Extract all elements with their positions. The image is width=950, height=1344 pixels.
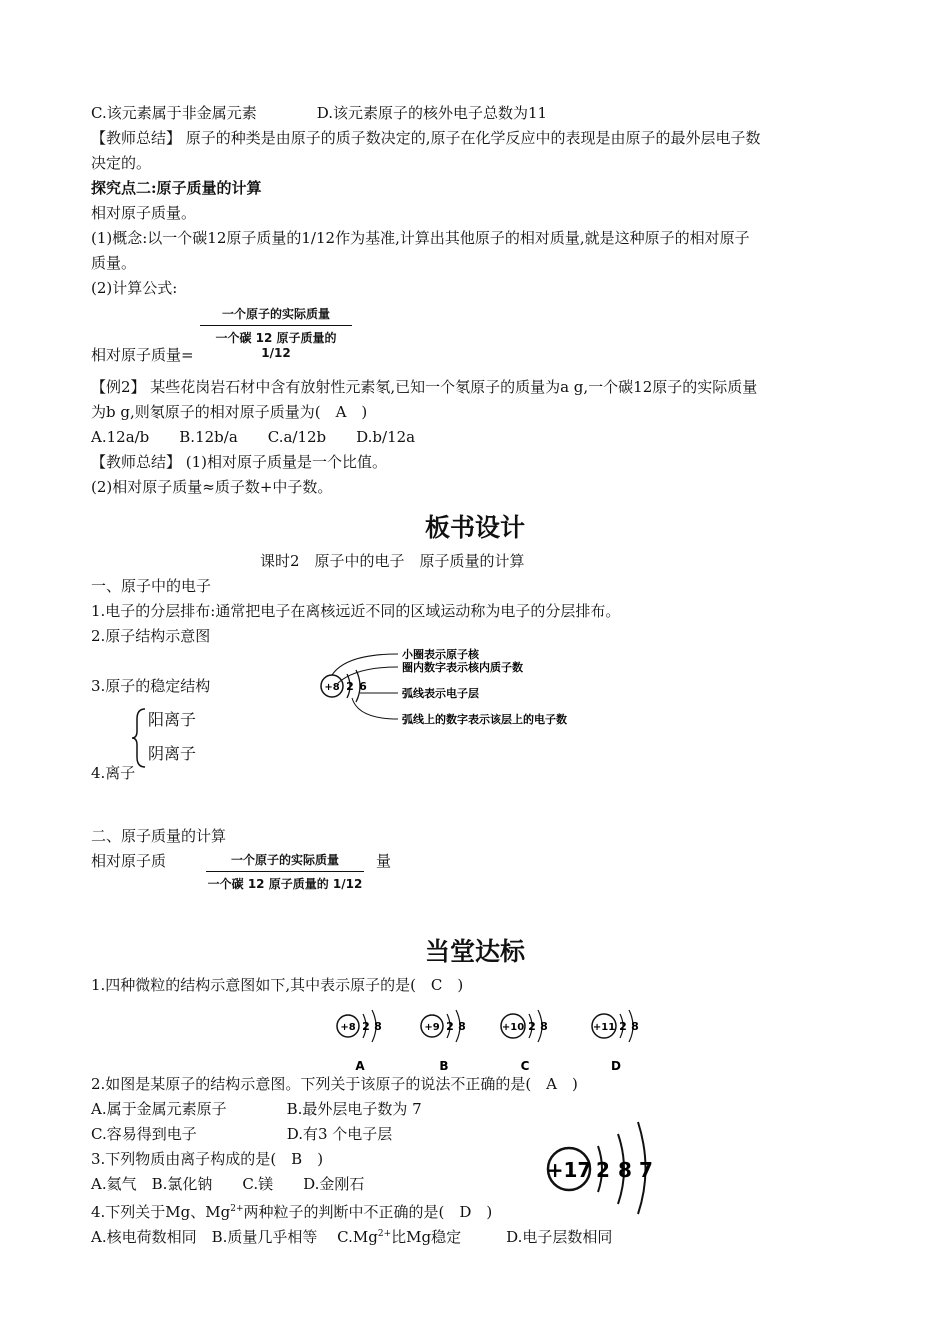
atom-17-nucleus: +17 bbox=[546, 1158, 592, 1182]
question-2-options-cd: C.容易得到电子 D.有3 个电子层 bbox=[91, 1125, 393, 1143]
svg-text:2: 2 bbox=[446, 1020, 454, 1033]
atom-17-diagram bbox=[540, 1118, 670, 1218]
option-c-d: C.该元素属于非金属元素 D.该元素原子的核外电子总数为11 bbox=[91, 104, 548, 122]
ion-anion: 阴离子 bbox=[148, 744, 197, 763]
board-layer-distribution: 1.电子的分层排布:通常把电子在离核远近不同的区域运动称为电子的分层排布。 bbox=[91, 602, 621, 620]
label-shell: 弧线表示电子层 bbox=[402, 687, 479, 700]
heading-practice: 当堂达标 bbox=[424, 937, 525, 966]
atom-17-shell1: 2 bbox=[596, 1158, 610, 1182]
board-section-2: 二、原子质量的计算 bbox=[91, 827, 227, 845]
board-structure-diagram: 2.原子结构示意图 bbox=[91, 627, 211, 645]
question-3-options: A.氦气 B.氯化钠 C.镁 D.金刚石 bbox=[91, 1175, 365, 1193]
particle-diagrams bbox=[330, 1004, 660, 1074]
formula-numerator: 一个原子的实际质量 bbox=[200, 305, 352, 326]
svg-text:8: 8 bbox=[458, 1020, 466, 1033]
question-2-options-ab: A.属于金属元素原子 B.最外层电子数为 7 bbox=[91, 1100, 422, 1118]
board-ions: 4.离子 bbox=[91, 764, 136, 782]
shell1-electrons: 2 bbox=[346, 680, 354, 693]
label-protons: 圈内数字表示核内质子数 bbox=[402, 661, 523, 674]
concept-line-cont: 质量。 bbox=[91, 254, 137, 272]
particle-c-label: C bbox=[520, 1059, 530, 1073]
label-shell-electrons: 弧线上的数字表示该层上的电子数 bbox=[402, 713, 567, 726]
particle-d bbox=[592, 1010, 639, 1073]
question-3: 3.下列物质由离子构成的是( B ) bbox=[91, 1150, 324, 1168]
particle-d-nucleus: +11 bbox=[592, 1022, 616, 1033]
formula2-denominator: 一个碳 12 原子质量的 1/12 bbox=[207, 877, 363, 891]
ion-cation: 阳离子 bbox=[148, 710, 197, 729]
formula-fraction-1 bbox=[200, 305, 352, 360]
particle-c bbox=[501, 1010, 548, 1073]
particle-b bbox=[421, 1010, 466, 1073]
atom-17-shell3: 7 bbox=[639, 1158, 653, 1182]
svg-text:8: 8 bbox=[540, 1020, 548, 1033]
relative-mass-title: 相对原子质量。 bbox=[91, 204, 197, 222]
question-2: 2.如图是某原子的结构示意图。下列关于该原子的说法不正确的是( A ) bbox=[91, 1075, 578, 1093]
lesson-subtitle: 课时2 原子中的电子 原子质量的计算 bbox=[260, 552, 525, 570]
question-4-options: A.核电荷数相同 B.质量几乎相等 $C.Mg^{2+}$比Mg稳定 D.电子层数相同 bbox=[91, 1228, 613, 1246]
nucleus-charge: +8 bbox=[324, 682, 340, 693]
formula-fraction-2 bbox=[206, 851, 364, 892]
label-nucleus: 小圈表示原子核 bbox=[402, 648, 479, 661]
particle-a-nucleus: +8 bbox=[340, 1022, 356, 1033]
particle-c-nucleus: +10 bbox=[501, 1022, 525, 1033]
atom-17-shell2: 8 bbox=[618, 1158, 632, 1182]
particle-a-label: A bbox=[355, 1059, 365, 1073]
example-2-cont: 为b g,则氡原子的相对原子质量为( A ) bbox=[91, 403, 368, 421]
teacher-summary-1: 【教师总结】 原子的种类是由原子的质子数决定的,原子在化学反应中的表现是由原子的最外层电子数 bbox=[91, 129, 761, 147]
svg-text:2: 2 bbox=[619, 1020, 627, 1033]
board-stable-structure: 3.原子的稳定结构 bbox=[91, 677, 211, 695]
example-2: 【例2】 某些花岗岩石材中含有放射性元素氡,已知一个氡原子的质量为a g,一个碳12原子的实际质量 bbox=[91, 378, 758, 396]
question-1: 1.四种微粒的结构示意图如下,其中表示原子的是( C ) bbox=[91, 976, 464, 994]
heading-board-design: 板书设计 bbox=[424, 513, 525, 542]
section-heading-2: 探究点二:原子质量的计算 bbox=[91, 179, 262, 197]
svg-text:2: 2 bbox=[362, 1020, 370, 1033]
formula-denominator: 一个碳 12 原子质量的 1/12 bbox=[215, 331, 337, 360]
example-2-options: A.12a/b B.12b/a C.a/12b D.b/12a bbox=[91, 428, 416, 446]
teacher-summary-2: 【教师总结】 (1)相对原子质量是一个比值。 bbox=[91, 453, 388, 471]
formula-label: (2)计算公式: bbox=[91, 279, 178, 297]
svg-text:8: 8 bbox=[631, 1020, 639, 1033]
teacher-summary-1-cont: 决定的。 bbox=[91, 154, 152, 172]
formula-lhs: 相对原子质量= bbox=[91, 346, 194, 364]
particle-b-nucleus: +9 bbox=[424, 1022, 440, 1033]
teacher-summary-2-cont: (2)相对原子质量≈质子数+中子数。 bbox=[91, 478, 333, 496]
svg-text:8: 8 bbox=[374, 1020, 382, 1033]
board-section-1: 一、原子中的电子 bbox=[91, 577, 212, 595]
ion-brace bbox=[130, 707, 148, 769]
question-4: 4.下列关于Mg、$Mg^{2+}$两种粒子的判断中不正确的是( D ) bbox=[91, 1203, 493, 1221]
particle-d-label: D bbox=[611, 1059, 621, 1073]
board-formula-rhs: 量 bbox=[376, 852, 392, 870]
atom-structure-diagram bbox=[316, 640, 606, 735]
svg-text:2: 2 bbox=[528, 1020, 536, 1033]
formula2-numerator: 一个原子的实际质量 bbox=[206, 851, 364, 872]
board-formula-lhs: 相对原子质 bbox=[91, 852, 167, 870]
particle-a bbox=[337, 1010, 382, 1073]
particle-b-label: B bbox=[439, 1059, 449, 1073]
shell2-electrons: 6 bbox=[359, 680, 367, 693]
concept-line: (1)概念:以一个碳12原子质量的1/12作为基准,计算出其他原子的相对质量,就是这种原子的相对原子 bbox=[91, 229, 750, 247]
